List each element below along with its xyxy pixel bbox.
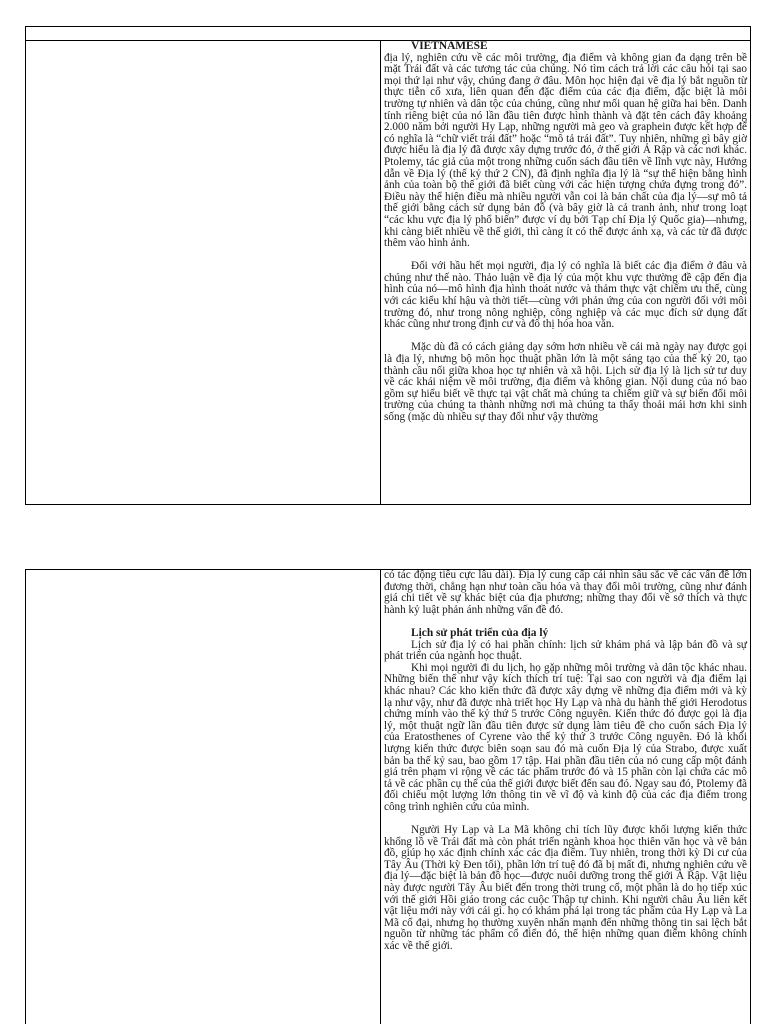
paragraph: Khi mọi người đi du lịch, họ gặp những môi trường và dân tộc khác nhau. Những biến thể như vậy kích thích trí tuệ: Tại sao con người và địa điểm lại khác nhau? Các kho kiến thức đã được xây dựng về những địa điểm mới và kỳ lạ như vậy, như đã được nhà triết học Hy Lạp và nhà du hành thế giới Herodotus chứng minh vào thế kỷ thứ 5 trước Công nguyên. Kiến thức đó được gọi là địa lý, một thuật ngữ lần đầu tiên được sử dụng làm tiêu đề cho cuốn sách Địa lý của Eratosthenes of Cyrene vào thế kỷ thứ 3 trước Công nguyên. Đó là khối lượng kiến thức được biên soạn sau đó mà cuốn Địa lý của Strabo, được xuất bản ba thế kỷ sau, bao gồm 17 tập. Hai phần đầu tiên của nó cung cấp một đánh giá trên phạm vi rộng về các tác phẩm trước đó và 15 phần còn lại chứa các mô tả về các phần cụ thể của thế giới được biết đến sau đó. Ngay sau đó, Ptolemy đã đối chiếu một lượng lớn thông tin về vĩ độ và kinh độ của các địa điểm trong công trình nghiên cứu của mình. — [384, 661, 747, 813]
paragraph: địa lý, nghiên cứu về các môi trường, địa điểm và không gian đa dạng trên bề mặt Trái đất và các tương tác của chúng. Nó tìm cách trả lời các câu hỏi tại sao mọi thứ lại như vậy, chúng đang ở đâu. Môn học hiện đại về địa lý bắt nguồn từ thực tiễn cổ xưa, liên quan đến đặc điểm của các địa điểm, đặc biệt là môi trường tự nhiên và dân tộc của chúng, cũng như mối quan hệ giữa hai bên. Danh tính riêng biệt của nó lần đầu tiên được hình thành và đặt tên cách đây khoảng 2.000 năm bởi người Hy Lạp, những người mà geo và graphein được kết hợp để có nghĩa là “chữ viết trái đất” hoặc “mô tả trái đất”. Tuy nhiên, những gì bây giờ được hiểu là địa lý đã được xây dựng trước đó, ở thế giới Ả Rập và các nơi khác. Ptolemy, tác giả của một trong những cuốn sách đầu tiên về lĩnh vực này, Hướng dẫn về Địa lý (thế kỷ thứ 2 CN), đã định nghĩa địa lý là “sự thể hiện bằng hình ảnh của toàn bộ thế giới đã biết cùng với các hiện tượng chứa đựng trong đó”. Điều này thể hiện điều mà nhiều người vẫn coi là bản chất của địa lý—sự mô tả thế giới bằng cách sử dụng bản đồ (và bây giờ là cả tranh ảnh, như trong loạt “các khu vực địa lý phổ biến” được ví dụ bởi Tạp chí Địa lý Quốc gia)—nhưng, khi càng biết nhiều về thế giới, thì càng ít có thể được ánh xạ, và các từ đã được thêm vào hình ảnh. — [384, 51, 747, 250]
english-column — [26, 570, 381, 1024]
english-column — [26, 41, 381, 504]
paragraph: Mặc dù đã có cách giảng dạy sớm hơn nhiều về cái mà ngày nay được gọi là địa lý, nhưng bộ môn học thuật phần lớn là một sáng tạo của thế kỷ 20, tạo thành cầu nối giữa khoa học tự nhiên và xã hội. Lịch sử địa lý là lịch sử tư duy về các khái niệm về môi trường, địa điểm và không gian. Nội dung của nó bao gồm sự hiểu biết về thực tại vật chất mà chúng ta chiếm giữ và sự biến đổi môi trường của chúng ta thành những nơi mà chúng ta thấy thoải mái hơn khi sinh sống (mặc dù nhiều sự thay đổi như vậy thường — [384, 341, 747, 423]
vietnamese-column — [381, 41, 750, 504]
document-table-page-2 — [25, 569, 751, 1024]
paragraph: Đối với hầu hết mọi người, địa lý có nghĩa là biết các địa điểm ở đâu và chúng như thế nào. Thảo luận về địa lý của một khu vực thường đề cập đến địa hình của nó—mô hình địa hình thoát nước và thảm thực vật chiếm ưu thế, cùng với các kiểu khí hậu và thời tiết—cùng với phản ứng của con người đối với môi trường đó, như trong nông nghiệp, công nghiệp và các mục đích sử dụng đất khác cũng như trong định cư và đô thị hóa hoa văn. — [384, 260, 747, 331]
document-table-page-1 — [25, 26, 751, 505]
section-heading: Lịch sử phát triển của địa lý — [411, 626, 549, 639]
vietnamese-column — [381, 570, 750, 1024]
paragraph: Người Hy Lạp và La Mã không chỉ tích lũy được khối lượng kiến thức khổng lồ về Trái đất mà còn phát triển ngành khoa học thiên văn học và vẽ bản đồ, giúp họ xác định chính xác các địa điểm. Tuy nhiên, trong thời kỳ Di cư của Tây Âu (Thời kỳ Đen tối), phần lớn trí tuệ đó đã bị mất đi, nhưng nghiên cứu về địa lý—đặc biệt là bản đồ học—được nuôi dưỡng trong thế giới Ả Rập. Vật liệu này được người Tây Âu biết đến trong thời trung cổ, một phần là do họ tiếp xúc với thế giới Hồi giáo trong các cuộc Thập tự chinh. Khi người châu Âu liên kết vật liệu mới này với cái gì. họ có khám phá lại trong tác phẩm của Hy Lạp và La Mã cổ đại, nhưng họ thường xuyên nhấn mạnh đến những thông tin sai lệch bắt nguồn từ những tác phẩm cổ điển đó, thể hiện những quan điểm không chính xác về thế giới. — [384, 824, 747, 952]
column-header-vietnamese: VIETNAMESE — [411, 41, 488, 52]
paragraph: Lịch sử địa lý có hai phần chính: lịch sử khám phá và lập bản đồ và sự phát triển của ngành học thuật. — [384, 638, 747, 663]
table-top-row — [26, 27, 750, 41]
paragraph-continuation: có tác động tiêu cực lâu dài). Địa lý cung cấp cái nhìn sâu sắc về các vấn đề lớn đương thời, chẳng hạn như toàn cầu hóa và thay đổi môi trường, cũng như đánh giá chi tiết về sự khác biệt của địa phương; những thay đổi về sở thích và thực hành kỷ luật phản ánh những vấn đề đó. — [384, 570, 747, 616]
